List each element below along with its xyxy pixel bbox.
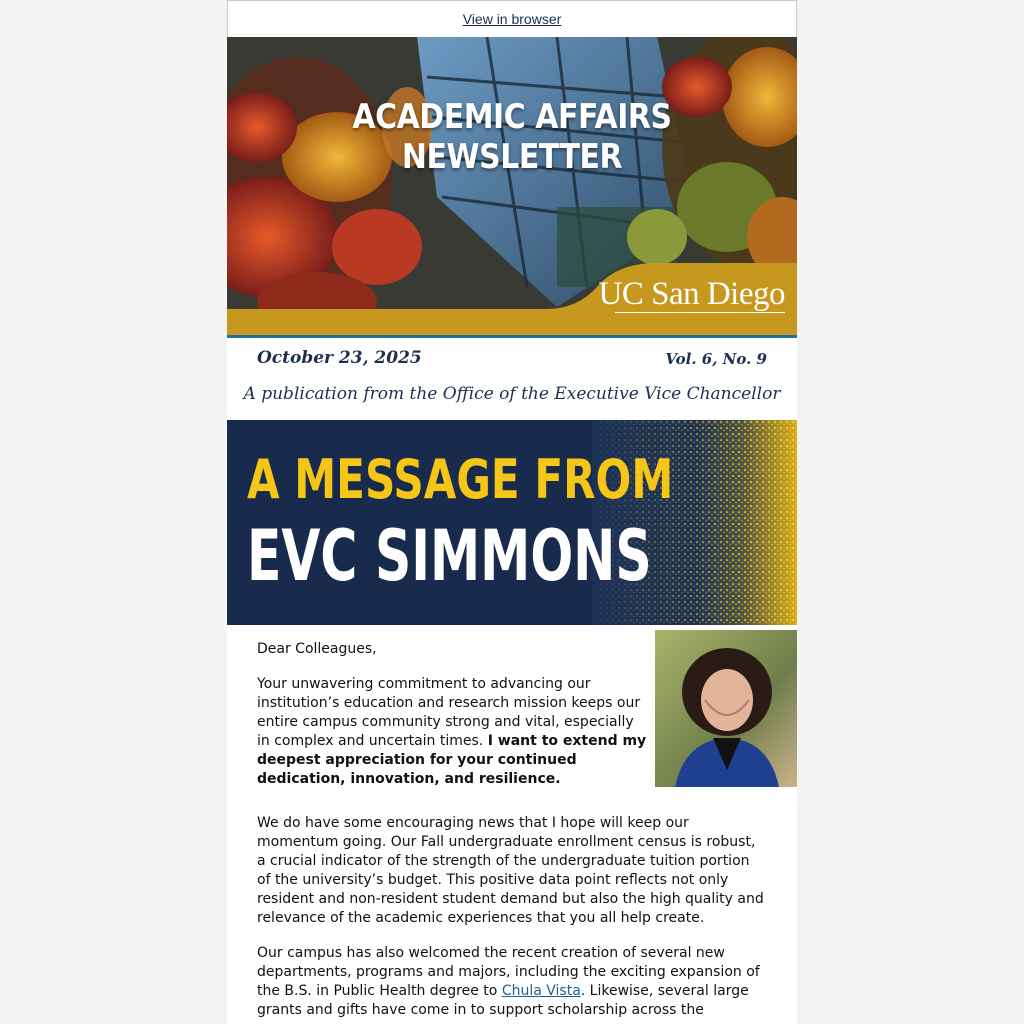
logo-underline [615, 312, 785, 313]
issue-meta [227, 338, 797, 420]
issue-date: October 23, 2025 [257, 348, 422, 368]
email-container [227, 0, 797, 1024]
paragraph-1-bold: I want to extend my deepest appreciation for your continued dedication, innovation, and resilience. [257, 733, 647, 787]
message-from-evc-banner [227, 420, 797, 625]
paragraph-1-text: Your unwavering commitment to advancing our institution’s education and research mission keeps our entire campus community strong and vital, especially in complex and uncertain times. [257, 676, 641, 749]
paragraph-3-text-end: . Likewise, several large grants and gifts have come in to support scholarship across the [257, 983, 749, 1018]
newsletter-hero-banner [227, 37, 797, 335]
letter-paragraph-1 [257, 675, 647, 789]
view-in-browser-bar [227, 0, 797, 37]
paragraph-3-text-start: Our campus has also welcomed the recent creation of several new departments, programs and majors, including the exciting expansion of the B.S. in Public Health degree to [257, 945, 760, 999]
letter-greeting: Dear Colleagues, [257, 641, 377, 657]
chula-vista-link[interactable]: Chula Vista [501, 983, 581, 999]
uc-san-diego-logo: UC San Diego [598, 276, 785, 312]
publication-tagline: A publication from the Office of the Executive Vice Chancellor [243, 384, 781, 404]
letter-paragraph-2: We do have some encouraging news that I hope will keep our momentum going. Our Fall undergraduate enrollment census is robust, a crucial indicator of the strength of the undergraduate tuition portion of the university’s budget. This positive data point reflects not only resident and non-resident student demand but also the high quality and relevance of the academic experiences that you all help create. [257, 815, 764, 926]
newsletter-title: ACADEMIC AFFAIRS NEWSLETTER [352, 97, 672, 177]
letter-paragraph-3 [257, 944, 767, 1020]
evc-portrait-photo [655, 630, 797, 787]
view-in-browser-link[interactable]: View in browser [462, 11, 562, 27]
issue-volume: Vol. 6, No. 9 [665, 350, 767, 368]
banner-heading-line-2: EVC SIMMONS [247, 515, 652, 597]
banner-heading-line-1: A MESSAGE FROM [247, 448, 674, 511]
